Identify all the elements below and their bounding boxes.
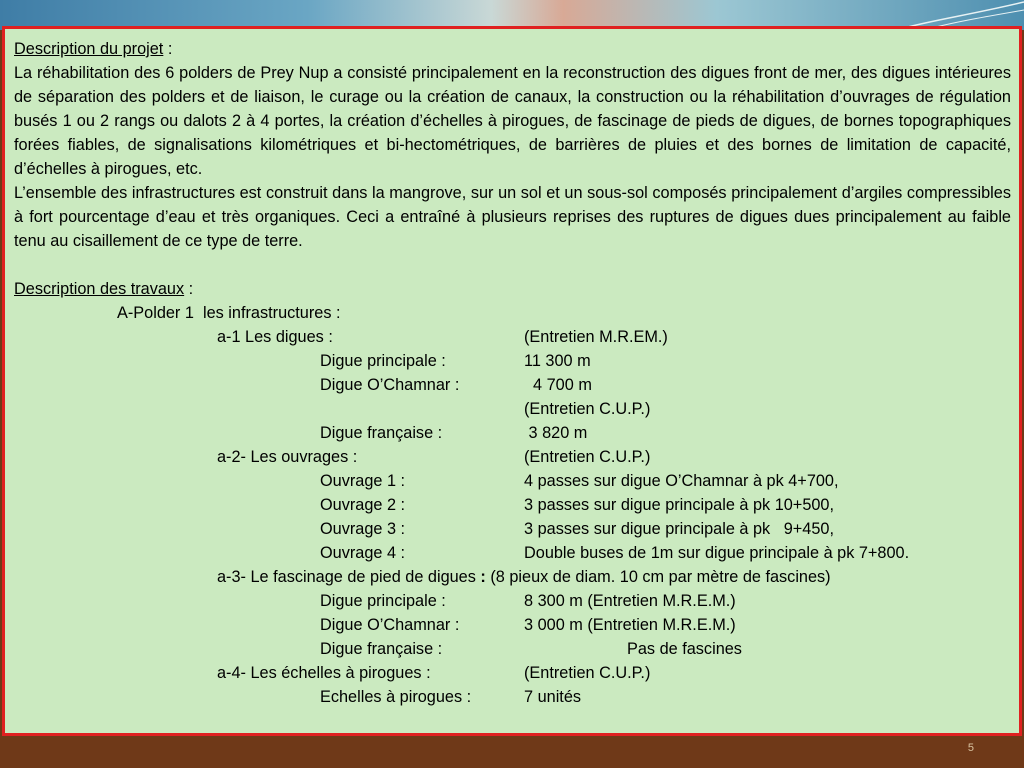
ladders-label: a-4- Les échelles à pirogues : [217,664,431,682]
polder-title-row [14,301,1011,325]
project-heading: Description du projet [14,40,164,58]
page-number: 5 [967,742,974,754]
ladders-note: (Entretien C.U.P.) [524,664,651,682]
list-item: Ouvrage 2 : 3 passes sur digue principale à pk 10+500, [320,496,835,514]
list-item: Ouvrage 3 : 3 passes sur digue principale à pk 9+450, [320,520,834,538]
list-item: Digue O’Chamnar : 3 000 m (Entretien M.R.E.M.) [320,616,736,634]
project-paragraph-1: La réhabilitation des 6 polders de Prey Nup a consisté principalement en la reconstruction des digues front de mer, des digues intérieures de séparation des polders et de liaison, le curage ou la création de canaux, la construction ou la réhabilitation d’ouvrages de régulation busés 1 ou 2 rangs ou dalots 2 à 4 portes, la création d’échelles à pirogues, de fascinage de pieds de digues, de bornes topographiques forées fiables, de signalisations kilométriques et bi-hectométriques, de barrières de pluies et des bornes de limitation de capacité, d’échelles à pirogues, etc. [14,64,1011,178]
list-item: Digue principale : 11 300 m [320,352,591,370]
structures-note: (Entretien C.U.P.) [524,448,651,466]
list-item: Echelles à pirogues : 7 unités [320,688,582,706]
spacer [14,253,1011,277]
structures-label: a-2- Les ouvrages : [217,448,358,466]
fascines-label: a-3- Le fascinage de pied de digues : (8 pieux de diam. 10 cm par mètre de fascines) [217,568,831,586]
works-heading: Description des travaux [14,280,185,298]
dikes-header-row [14,325,1011,349]
dikes-label: a-1 Les digues : [217,328,333,346]
decorative-bottom-band [0,736,1024,768]
list-item: Digue française : Pas de fascines [320,640,742,658]
list-item: Digue O’Chamnar : 4 700 m [320,376,592,394]
structures-header-row [14,445,1011,469]
works-heading-line: Description des travaux : [14,280,194,298]
list-item: Digue française : 3 820 m [320,424,588,442]
list-item: Ouvrage 1 : 4 passes sur digue O’Chamnar à pk 4+700, [320,472,839,490]
fascines-header-row [14,565,1011,589]
list-item: Digue principale : 8 300 m (Entretien M.R.E.M.) [320,592,736,610]
dikes-note2-row: (Entretien C.U.P.) [524,400,651,418]
ladders-header-row [14,661,1011,685]
project-heading-line: Description du projet : [14,40,173,58]
list-item: Ouvrage 4 : Double buses de 1m sur digue principale à pk 7+800. [320,544,910,562]
project-paragraph-2: L’ensemble des infrastructures est construit dans la mangrove, sur un sol et un sous-sol composés principalement d’argiles compressibles à fort pourcentage d’eau et très organiques. Ceci a entraîné à plusieurs reprises des ruptures de digues dues principalement au faible tenu au cisaillement de ce type de terre. [14,184,1011,250]
polder-title: A-Polder 1 les infrastructures : [117,304,341,322]
content-panel [2,26,1022,736]
dikes-note: (Entretien M.R.EM.) [524,328,668,346]
